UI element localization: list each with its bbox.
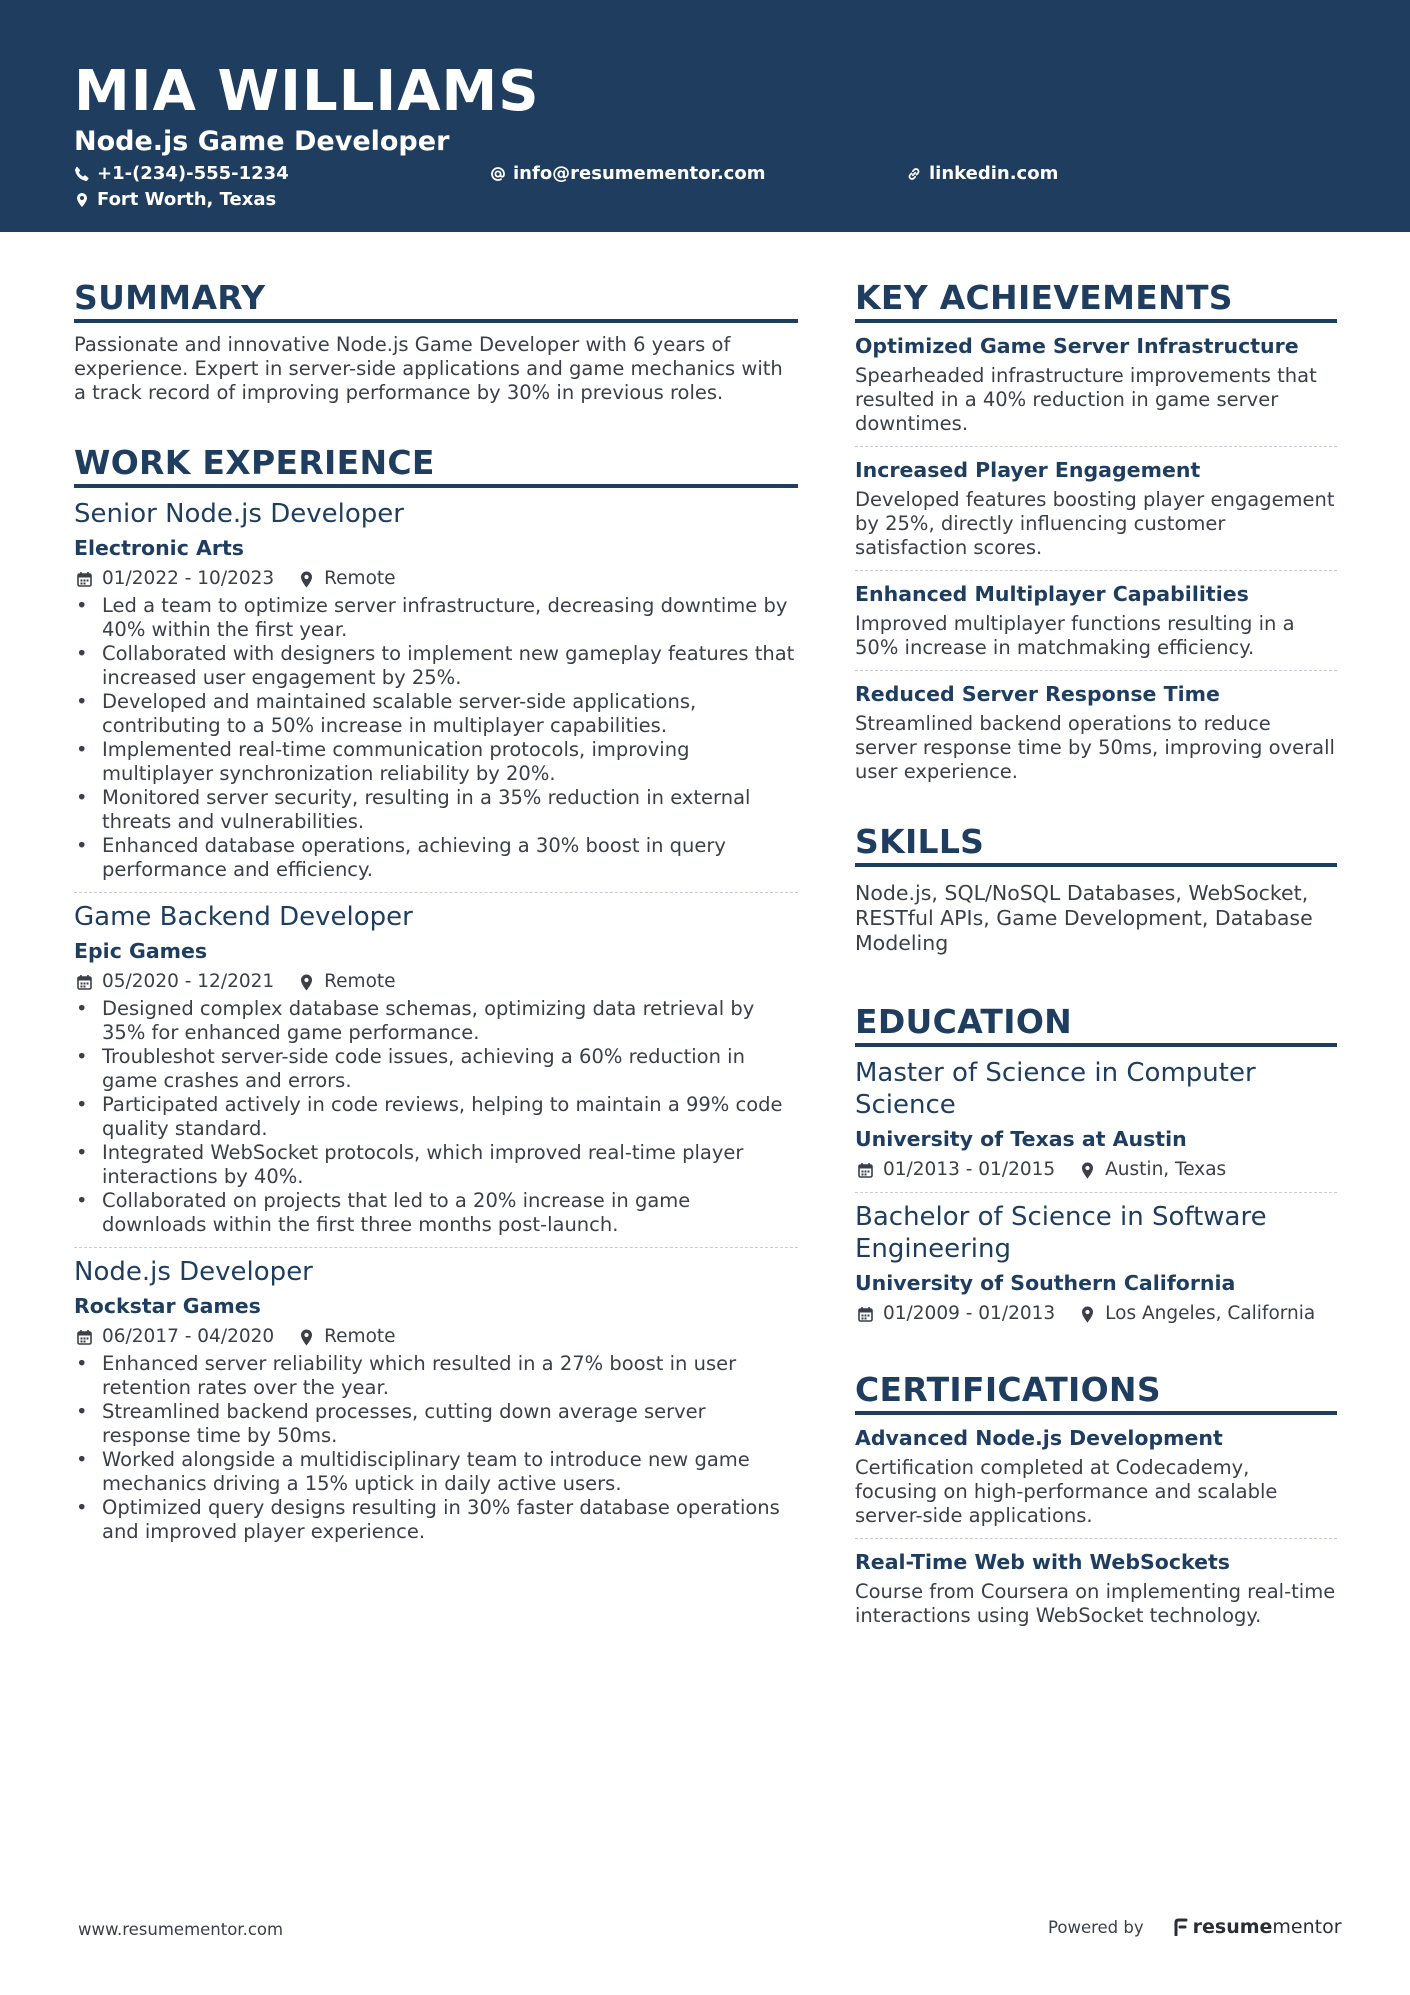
achievement-text: Streamlined backend operations to reduce server response time by 50ms, improving overall user experience. bbox=[855, 712, 1335, 783]
education-heading: EDUCATION bbox=[855, 1002, 1337, 1047]
divider bbox=[855, 446, 1337, 447]
map-pin-icon bbox=[74, 192, 90, 208]
email-link[interactable]: info@resumementor.com bbox=[513, 163, 766, 184]
right-column bbox=[855, 278, 1337, 1628]
phone-text[interactable]: +1-(234)-555-1234 bbox=[97, 163, 289, 184]
school-name: University of Texas at Austin bbox=[855, 1127, 1187, 1151]
job-bullet: • Troubleshot server-side code issues, achieving a 60% reduction in game crashes and errors. bbox=[74, 1045, 798, 1093]
divider bbox=[74, 1247, 798, 1248]
calendar-icon bbox=[858, 1306, 873, 1322]
brand-name-bold: resume bbox=[1192, 1916, 1273, 1938]
job-bullet: • Collaborated on projects that led to a 20% increase in game downloads within the first three months post-launch. bbox=[74, 1189, 798, 1237]
map-pin-icon bbox=[1081, 1162, 1094, 1179]
job-bullet: • Streamlined backend processes, cutting down average server response time by 50ms. bbox=[74, 1400, 798, 1448]
certifications-heading: CERTIFICATIONS bbox=[855, 1370, 1337, 1415]
resumementor-logo-icon bbox=[1174, 1918, 1188, 1936]
key-achievements-heading: KEY ACHIEVEMENTS bbox=[855, 278, 1337, 323]
location-text: Fort Worth, Texas bbox=[97, 189, 277, 210]
job-bullet: • Monitored server security, resulting in a 35% reduction in external threats and vulnerabilities. bbox=[74, 786, 798, 834]
job-bullet: • Participated actively in code reviews, helping to maintain a 99% code quality standard. bbox=[74, 1093, 798, 1141]
resume-header bbox=[0, 0, 1410, 232]
job-dates: 01/2022 - 10/2023 bbox=[102, 568, 275, 589]
job-location: Remote bbox=[324, 568, 396, 589]
job-dates: 05/2020 - 12/2021 bbox=[102, 971, 275, 992]
achievement-item bbox=[855, 581, 1337, 660]
candidate-role: Node.js Game Developer bbox=[74, 126, 450, 157]
map-pin-icon bbox=[300, 571, 313, 588]
calendar-icon bbox=[77, 974, 92, 990]
calendar-icon bbox=[858, 1162, 873, 1178]
certification-text: Certification completed at Codecademy, focusing on high-performance and scalable server-side applications. bbox=[855, 1456, 1278, 1527]
phone-icon bbox=[74, 166, 90, 182]
education-meta bbox=[855, 1302, 1337, 1326]
footer-website[interactable]: www.resumementor.com bbox=[78, 1920, 284, 1939]
achievement-text: Developed features boosting player engagement by 25%, directly influencing customer satisfaction scores. bbox=[855, 488, 1335, 559]
job-bullet: • Developed and maintained scalable server-side applications, contributing to a 50% increase in multiplayer capabilities. bbox=[74, 690, 798, 738]
job-dates: 06/2017 - 04/2020 bbox=[102, 1326, 275, 1347]
education-item bbox=[855, 1201, 1337, 1326]
summary-heading: SUMMARY bbox=[74, 278, 798, 323]
job-bullets bbox=[74, 594, 798, 882]
education-location: Austin, Texas bbox=[1105, 1159, 1227, 1180]
job-meta bbox=[74, 567, 798, 591]
job-meta bbox=[74, 1325, 798, 1349]
achievement-title: Optimized Game Server Infrastructure bbox=[855, 334, 1299, 358]
achievement-item bbox=[855, 457, 1337, 560]
job-title: Node.js Developer bbox=[74, 1257, 313, 1287]
job-bullet: • Collaborated with designers to implement new gameplay features that increased user engagement by 25%. bbox=[74, 642, 798, 690]
at-icon bbox=[490, 166, 506, 182]
work-experience-heading: WORK EXPERIENCE bbox=[74, 443, 798, 488]
education-location: Los Angeles, California bbox=[1105, 1303, 1316, 1324]
education-dates: 01/2009 - 01/2013 bbox=[883, 1303, 1056, 1324]
brand-name-regular: mentor bbox=[1272, 1916, 1342, 1938]
job-entry bbox=[74, 1256, 798, 1544]
contact-location bbox=[74, 188, 276, 212]
achievement-text: Improved multiplayer functions resulting in a 50% increase in matchmaking efficiency. bbox=[855, 612, 1295, 659]
job-entry bbox=[74, 498, 798, 882]
job-bullets bbox=[74, 1352, 798, 1544]
contact-email bbox=[490, 162, 765, 186]
certification-text: Course from Coursera on implementing real-time interactions using WebSocket technology. bbox=[855, 1580, 1336, 1627]
left-column bbox=[74, 278, 798, 1544]
calendar-icon bbox=[77, 571, 92, 587]
degree-title: Master of Science in Computer Science bbox=[855, 1058, 1256, 1120]
job-bullet: • Integrated WebSocket protocols, which improved real-time player interactions by 40%. bbox=[74, 1141, 798, 1189]
skills-text: Node.js, SQL/NoSQL Databases, WebSocket, RESTful APIs, Game Development, Database Modeling bbox=[855, 881, 1313, 955]
job-bullet: • Worked alongside a multidisciplinary team to introduce new game mechanics driving a 15% uptick in daily active users. bbox=[74, 1448, 798, 1496]
company-name: Epic Games bbox=[74, 939, 208, 963]
divider bbox=[855, 570, 1337, 571]
achievement-item bbox=[855, 333, 1337, 436]
candidate-name: MIA WILLIAMS bbox=[74, 59, 540, 124]
job-bullet: • Enhanced server reliability which resulted in a 27% boost in user retention rates over the year. bbox=[74, 1352, 798, 1400]
certification-item bbox=[855, 1425, 1337, 1528]
contact-linkedin bbox=[906, 162, 1058, 186]
job-title: Senior Node.js Developer bbox=[74, 499, 404, 529]
job-location: Remote bbox=[324, 971, 396, 992]
education-item bbox=[855, 1057, 1337, 1182]
summary-text: Passionate and innovative Node.js Game Developer with 6 years of experience. Expert in server-side applications and game mechanics with a track record of improving performance by 30% in previous roles. bbox=[74, 333, 783, 404]
map-pin-icon bbox=[300, 1329, 313, 1346]
job-bullets bbox=[74, 997, 798, 1237]
school-name: University of Southern California bbox=[855, 1271, 1236, 1295]
job-bullet: • Optimized query designs resulting in 30% faster database operations and improved player experience. bbox=[74, 1496, 798, 1544]
link-icon bbox=[906, 166, 922, 182]
map-pin-icon bbox=[1081, 1306, 1094, 1323]
achievement-text: Spearheaded infrastructure improvements that resulted in a 40% reduction in game server downtimes. bbox=[855, 364, 1317, 435]
degree-title: Bachelor of Science in Software Engineering bbox=[855, 1202, 1267, 1264]
powered-by-label: Powered by bbox=[1048, 1917, 1144, 1937]
contact-phone bbox=[74, 162, 289, 186]
skills-heading: SKILLS bbox=[855, 822, 1337, 867]
divider bbox=[74, 892, 798, 893]
job-entry bbox=[74, 901, 798, 1237]
certification-title: Advanced Node.js Development bbox=[855, 1426, 1223, 1450]
brand-logo[interactable] bbox=[1174, 1916, 1342, 1938]
divider bbox=[855, 670, 1337, 671]
achievement-title: Increased Player Engagement bbox=[855, 458, 1201, 482]
achievement-title: Enhanced Multiplayer Capabilities bbox=[855, 582, 1249, 606]
divider bbox=[855, 1538, 1337, 1539]
job-bullet: • Implemented real-time communication protocols, improving multiplayer synchronization reliability by 20%. bbox=[74, 738, 798, 786]
certification-item bbox=[855, 1549, 1337, 1628]
footer-powered-by bbox=[1048, 1916, 1342, 1938]
certification-title: Real-Time Web with WebSockets bbox=[855, 1550, 1230, 1574]
job-title: Game Backend Developer bbox=[74, 902, 413, 932]
map-pin-icon bbox=[300, 974, 313, 991]
company-name: Rockstar Games bbox=[74, 1294, 261, 1318]
company-name: Electronic Arts bbox=[74, 536, 244, 560]
achievement-item bbox=[855, 681, 1337, 784]
job-bullet: • Enhanced database operations, achieving a 30% boost in query performance and efficiency. bbox=[74, 834, 798, 882]
education-meta bbox=[855, 1158, 1337, 1182]
job-bullet: • Led a team to optimize server infrastructure, decreasing downtime by 40% within the first year. bbox=[74, 594, 798, 642]
achievement-title: Reduced Server Response Time bbox=[855, 682, 1220, 706]
job-bullet: • Designed complex database schemas, optimizing data retrieval by 35% for enhanced game performance. bbox=[74, 997, 798, 1045]
job-location: Remote bbox=[324, 1326, 396, 1347]
calendar-icon bbox=[77, 1329, 92, 1345]
linkedin-link[interactable]: linkedin.com bbox=[929, 163, 1059, 184]
education-dates: 01/2013 - 01/2015 bbox=[883, 1159, 1056, 1180]
divider bbox=[855, 1192, 1337, 1193]
job-meta bbox=[74, 970, 798, 994]
